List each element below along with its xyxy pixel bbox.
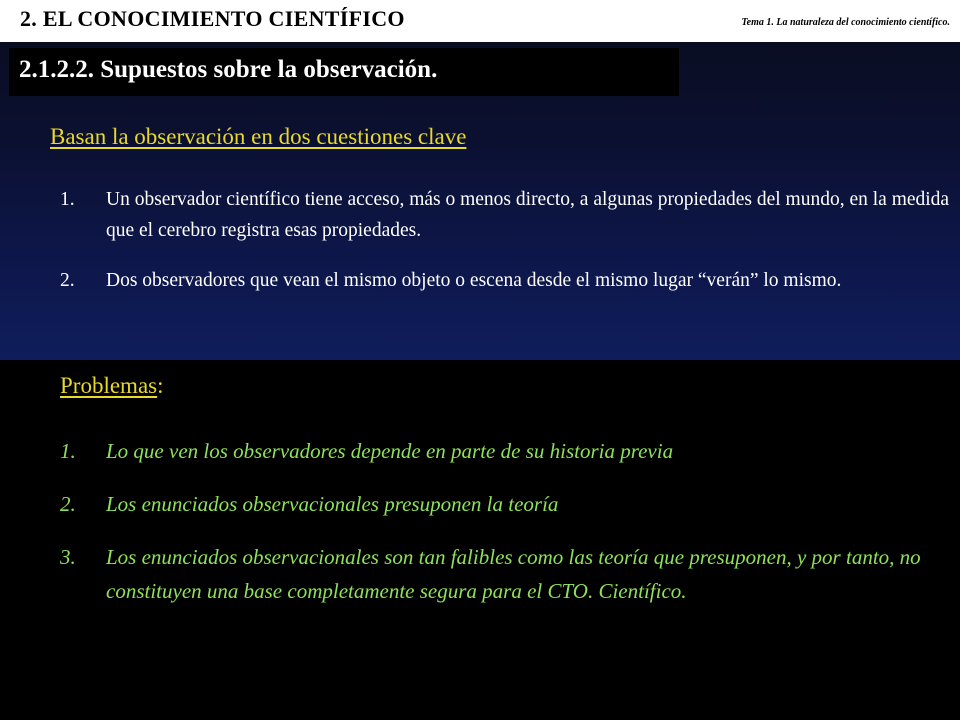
basis-heading: Basan la observación en dos cuestiones clave bbox=[50, 124, 467, 149]
problems-heading bbox=[60, 373, 164, 399]
list-item-text: Lo que ven los observadores depende en parte de su historia previa bbox=[106, 439, 674, 463]
list-number: 2. bbox=[60, 492, 76, 516]
list-number: 3. bbox=[60, 545, 76, 569]
list-item-text: Los enunciados observacionales presuponen la teoría bbox=[106, 492, 559, 516]
chapter-title: 2. EL CONOCIMIENTO CIENTÍFICO bbox=[20, 6, 405, 31]
basis-list bbox=[60, 184, 950, 315]
list-item-text: Un observador científico tiene acceso, más o menos directo, a algunas propiedades del mundo, en la medida que el cerebro registra esas propiedades. bbox=[106, 189, 950, 241]
basis-item bbox=[60, 265, 950, 296]
list-number: 1. bbox=[60, 189, 75, 210]
list-item-text: Dos observadores que vean el mismo objeto o escena desde el mismo lugar “verán” lo mismo. bbox=[106, 270, 842, 291]
problems-heading-colon: : bbox=[157, 373, 164, 398]
list-number: 2. bbox=[60, 270, 75, 291]
problems-heading-label: Problemas bbox=[60, 373, 158, 398]
section-title: 2.1.2.2. Supuestos sobre la observación. bbox=[19, 56, 438, 83]
list-item-text: Los enunciados observacionales son tan falibles como las teoría que presuponen, y por tanto, no constituyen una base completamente segura para el CTO. Científico. bbox=[106, 545, 921, 603]
basis-item bbox=[60, 184, 950, 246]
list-number: 1. bbox=[60, 439, 76, 463]
problem-item bbox=[60, 434, 940, 468]
problems-list bbox=[60, 434, 940, 627]
header-bar bbox=[0, 0, 960, 42]
theme-label: Tema 1. La naturaleza del conocimiento científico. bbox=[741, 17, 950, 28]
problem-item bbox=[60, 487, 940, 521]
problem-item bbox=[60, 540, 940, 608]
